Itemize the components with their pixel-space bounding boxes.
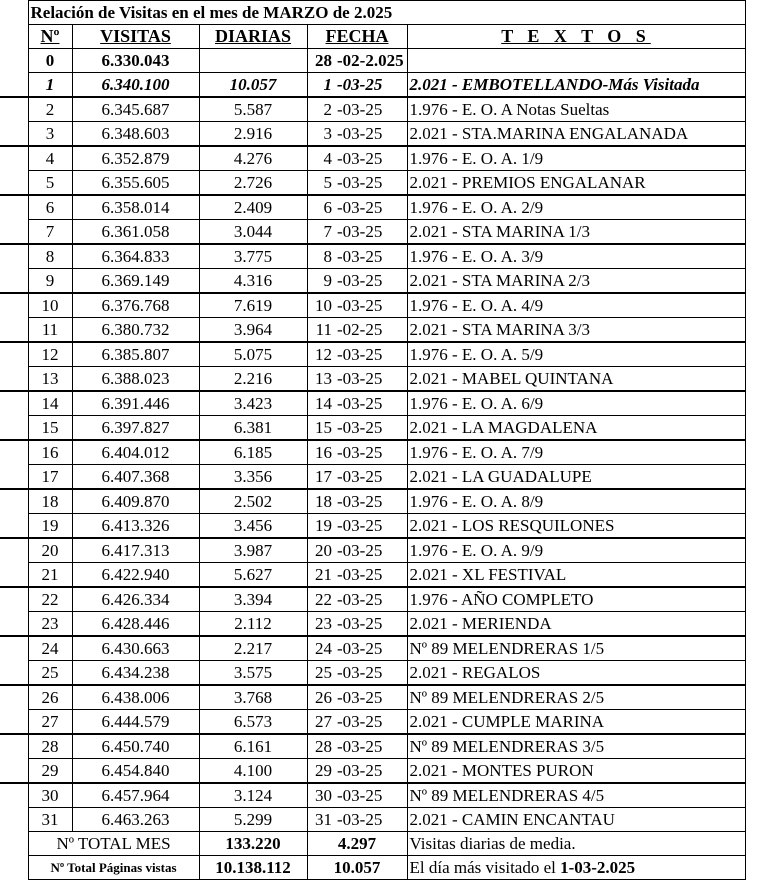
row-date: -03-25 xyxy=(335,538,407,563)
row-visitas: 6.426.334 xyxy=(72,587,199,612)
title-row xyxy=(0,1,745,25)
row-texto: 2.021 - STA.MARINA ENGALANADA xyxy=(407,122,745,147)
table-row xyxy=(0,661,745,686)
row-day: 30 xyxy=(307,783,335,808)
row-visitas: 6.358.014 xyxy=(72,195,199,220)
table-row xyxy=(0,685,745,710)
row-texto: 1.976 - E. O. A. 2/9 xyxy=(407,195,745,220)
row-visitas: 6.434.238 xyxy=(72,661,199,686)
row-date: -03-25 xyxy=(335,563,407,588)
row-day: 29 xyxy=(307,759,335,784)
table-row xyxy=(0,342,745,367)
table-row xyxy=(0,391,745,416)
daily-average-value: 4.297 xyxy=(307,832,407,856)
row-num: 17 xyxy=(28,465,72,490)
header-row xyxy=(0,25,745,49)
margin-cell xyxy=(0,612,28,637)
row-diarias: 5.587 xyxy=(199,97,307,122)
table-row xyxy=(0,489,745,514)
row-num: 8 xyxy=(28,244,72,269)
row-diarias: 2.409 xyxy=(199,195,307,220)
row-date: -03-25 xyxy=(335,587,407,612)
margin-cell xyxy=(0,832,28,856)
row-day: 22 xyxy=(307,587,335,612)
row-diarias: 6.573 xyxy=(199,710,307,735)
margin-cell xyxy=(0,146,28,171)
table-row xyxy=(0,612,745,637)
table-row xyxy=(0,636,745,661)
row-num: 15 xyxy=(28,416,72,441)
row-num: 5 xyxy=(28,171,72,196)
row-date: -03-25 xyxy=(335,734,407,759)
row-date: -03-25 xyxy=(335,220,407,245)
row-diarias: 3.775 xyxy=(199,244,307,269)
start-visitas: 6.330.043 xyxy=(72,49,199,73)
row-texto: 2.021 - PREMIOS ENGALANAR xyxy=(407,171,745,196)
margin-cell xyxy=(0,49,28,73)
row-num: 18 xyxy=(28,489,72,514)
row-day: 13 xyxy=(307,367,335,392)
row-visitas: 6.407.368 xyxy=(72,465,199,490)
row-texto: 1.976 - AÑO COMPLETO xyxy=(407,587,745,612)
row-diarias: 3.456 xyxy=(199,514,307,539)
table-row xyxy=(0,759,745,784)
start-date: -02-2.025 xyxy=(335,49,407,73)
row-diarias: 2.502 xyxy=(199,489,307,514)
margin-cell xyxy=(0,808,28,832)
row-diarias: 2.216 xyxy=(199,367,307,392)
margin-cell xyxy=(0,293,28,318)
row-num: 1 xyxy=(28,73,72,98)
row-num: 19 xyxy=(28,514,72,539)
margin-cell xyxy=(0,416,28,441)
row-num: 3 xyxy=(28,122,72,147)
row-num: 24 xyxy=(28,636,72,661)
row-num: 11 xyxy=(28,318,72,343)
table-row xyxy=(0,244,745,269)
row-day: 21 xyxy=(307,563,335,588)
row-date: -03-25 xyxy=(335,489,407,514)
margin-cell xyxy=(0,244,28,269)
margin-cell xyxy=(0,122,28,147)
max-visits-prefix: El día más visitado el xyxy=(409,858,556,877)
table-row xyxy=(0,171,745,196)
start-texto xyxy=(407,49,745,73)
row-texto: 1.976 - E. O. A. 9/9 xyxy=(407,538,745,563)
row-date: -03-25 xyxy=(335,244,407,269)
row-texto: 2.021 - STA MARINA 2/3 xyxy=(407,269,745,294)
row-num: 13 xyxy=(28,367,72,392)
start-row xyxy=(0,49,745,73)
row-texto: Nº 89 MELENDRERAS 4/5 xyxy=(407,783,745,808)
margin-cell xyxy=(0,465,28,490)
row-day: 2 xyxy=(307,97,335,122)
row-diarias: 2.726 xyxy=(199,171,307,196)
row-texto: 2.021 - REGALOS xyxy=(407,661,745,686)
row-num: 4 xyxy=(28,146,72,171)
row-num: 12 xyxy=(28,342,72,367)
row-date: -03-25 xyxy=(335,465,407,490)
daily-average-text: Visitas diarias de media. xyxy=(407,832,745,856)
row-date: -03-25 xyxy=(335,685,407,710)
total-month-row xyxy=(0,832,745,856)
table-row xyxy=(0,220,745,245)
row-day: 12 xyxy=(307,342,335,367)
row-visitas: 6.430.663 xyxy=(72,636,199,661)
margin-cell xyxy=(0,489,28,514)
row-texto: 2.021 - MERIENDA xyxy=(407,612,745,637)
margin-cell xyxy=(0,514,28,539)
row-texto: 1.976 - E. O. A. 6/9 xyxy=(407,391,745,416)
margin-cell xyxy=(0,367,28,392)
header-diarias: DIARIAS xyxy=(199,25,307,49)
row-texto: 2.021 - MABEL QUINTANA xyxy=(407,367,745,392)
margin-cell xyxy=(0,856,28,880)
row-day: 19 xyxy=(307,514,335,539)
table-row xyxy=(0,563,745,588)
max-visits-value: 10.057 xyxy=(307,856,407,880)
margin-cell xyxy=(0,73,28,98)
header-num: Nº xyxy=(28,25,72,49)
row-date: -03-25 xyxy=(335,636,407,661)
table-row xyxy=(0,269,745,294)
table-row xyxy=(0,146,745,171)
table-row xyxy=(0,734,745,759)
row-visitas: 6.397.827 xyxy=(72,416,199,441)
row-day: 1 xyxy=(307,73,335,98)
row-day: 28 xyxy=(307,734,335,759)
margin-cell xyxy=(0,710,28,735)
row-date: -03-25 xyxy=(335,97,407,122)
table-title: Relación de Visitas en el mes de MARZO de 2.025 xyxy=(28,1,745,25)
row-diarias: 3.124 xyxy=(199,783,307,808)
row-day: 7 xyxy=(307,220,335,245)
row-day: 23 xyxy=(307,612,335,637)
row-date: -03-25 xyxy=(335,122,407,147)
row-texto: 1.976 - E. O. A Notas Sueltas xyxy=(407,97,745,122)
row-num: 30 xyxy=(28,783,72,808)
row-diarias: 4.316 xyxy=(199,269,307,294)
row-num: 10 xyxy=(28,293,72,318)
table-row xyxy=(0,97,745,122)
row-texto: 1.976 - E. O. A. 4/9 xyxy=(407,293,745,318)
margin-cell xyxy=(0,342,28,367)
row-num: 9 xyxy=(28,269,72,294)
row-num: 29 xyxy=(28,759,72,784)
row-diarias: 3.423 xyxy=(199,391,307,416)
row-visitas: 6.409.870 xyxy=(72,489,199,514)
row-num: 21 xyxy=(28,563,72,588)
row-day: 14 xyxy=(307,391,335,416)
row-visitas: 6.361.058 xyxy=(72,220,199,245)
row-diarias: 7.619 xyxy=(199,293,307,318)
row-visitas: 6.380.732 xyxy=(72,318,199,343)
row-diarias: 3.768 xyxy=(199,685,307,710)
row-date: -03-25 xyxy=(335,171,407,196)
row-visitas: 6.364.833 xyxy=(72,244,199,269)
max-visits-text xyxy=(407,856,745,880)
row-day: 31 xyxy=(307,808,335,832)
margin-cell xyxy=(0,440,28,465)
margin-cell xyxy=(0,1,28,25)
row-num: 23 xyxy=(28,612,72,637)
row-day: 25 xyxy=(307,661,335,686)
max-visits-date: 1-03-2.025 xyxy=(560,858,636,877)
row-diarias: 3.356 xyxy=(199,465,307,490)
row-texto: 2.021 - EMBOTELLANDO-Más Visitada xyxy=(407,73,745,98)
row-date: -03-25 xyxy=(335,661,407,686)
row-visitas: 6.404.012 xyxy=(72,440,199,465)
header-fecha: FECHA xyxy=(307,25,407,49)
row-day: 18 xyxy=(307,489,335,514)
row-date: -03-25 xyxy=(335,146,407,171)
row-date: -03-25 xyxy=(335,269,407,294)
margin-cell xyxy=(0,636,28,661)
row-date: -03-25 xyxy=(335,391,407,416)
row-num: 16 xyxy=(28,440,72,465)
margin-cell xyxy=(0,25,28,49)
row-diarias: 5.627 xyxy=(199,563,307,588)
row-diarias: 6.185 xyxy=(199,440,307,465)
row-diarias: 3.987 xyxy=(199,538,307,563)
row-day: 11 xyxy=(307,318,335,343)
row-diarias: 3.044 xyxy=(199,220,307,245)
margin-cell xyxy=(0,391,28,416)
row-texto: 1.976 - E. O. A. 8/9 xyxy=(407,489,745,514)
table-row xyxy=(0,293,745,318)
total-pages-row xyxy=(0,856,745,880)
rows-body xyxy=(0,73,745,832)
row-texto: 2.021 - CUMPLE MARINA xyxy=(407,710,745,735)
row-diarias: 3.394 xyxy=(199,587,307,612)
row-diarias: 6.381 xyxy=(199,416,307,441)
row-date: -03-25 xyxy=(335,783,407,808)
margin-cell xyxy=(0,661,28,686)
row-diarias: 4.276 xyxy=(199,146,307,171)
row-visitas: 6.352.879 xyxy=(72,146,199,171)
header-visitas: VISITAS xyxy=(72,25,199,49)
row-day: 9 xyxy=(307,269,335,294)
table-row xyxy=(0,465,745,490)
margin-cell xyxy=(0,171,28,196)
margin-cell xyxy=(0,685,28,710)
row-texto: 2.021 - LA GUADALUPE xyxy=(407,465,745,490)
row-day: 10 xyxy=(307,293,335,318)
margin-cell xyxy=(0,783,28,808)
row-visitas: 6.355.605 xyxy=(72,171,199,196)
row-num: 28 xyxy=(28,734,72,759)
row-visitas: 6.391.446 xyxy=(72,391,199,416)
row-date: -02-25 xyxy=(335,318,407,343)
row-day: 16 xyxy=(307,440,335,465)
table-row xyxy=(0,514,745,539)
row-visitas: 6.438.006 xyxy=(72,685,199,710)
total-pages-label: Nº Total Páginas vistas xyxy=(28,856,199,880)
row-day: 26 xyxy=(307,685,335,710)
row-texto: Nº 89 MELENDRERAS 3/5 xyxy=(407,734,745,759)
start-num: 0 xyxy=(28,49,72,73)
row-day: 6 xyxy=(307,195,335,220)
row-num: 27 xyxy=(28,710,72,735)
margin-cell xyxy=(0,269,28,294)
row-num: 20 xyxy=(28,538,72,563)
row-date: -03-25 xyxy=(335,514,407,539)
table-row xyxy=(0,416,745,441)
row-num: 14 xyxy=(28,391,72,416)
row-visitas: 6.428.446 xyxy=(72,612,199,637)
row-texto: 2.021 - STA MARINA 3/3 xyxy=(407,318,745,343)
row-visitas: 6.348.603 xyxy=(72,122,199,147)
row-date: -03-25 xyxy=(335,808,407,832)
row-texto: 1.976 - E. O. A. 5/9 xyxy=(407,342,745,367)
table-row xyxy=(0,122,745,147)
row-diarias: 6.161 xyxy=(199,734,307,759)
start-diarias xyxy=(199,49,307,73)
margin-cell xyxy=(0,563,28,588)
row-visitas: 6.413.326 xyxy=(72,514,199,539)
row-day: 3 xyxy=(307,122,335,147)
table-row xyxy=(0,783,745,808)
row-date: -03-25 xyxy=(335,367,407,392)
row-diarias: 3.964 xyxy=(199,318,307,343)
row-diarias: 2.217 xyxy=(199,636,307,661)
row-diarias: 2.112 xyxy=(199,612,307,637)
row-visitas: 6.369.149 xyxy=(72,269,199,294)
row-visitas: 6.345.687 xyxy=(72,97,199,122)
row-date: -03-25 xyxy=(335,416,407,441)
row-texto: 2.021 - CAMIN ENCANTAU xyxy=(407,808,745,832)
row-num: 6 xyxy=(28,195,72,220)
row-visitas: 6.376.768 xyxy=(72,293,199,318)
row-texto: 1.976 - E. O. A. 1/9 xyxy=(407,146,745,171)
row-date: -03-25 xyxy=(335,342,407,367)
row-day: 4 xyxy=(307,146,335,171)
row-day: 24 xyxy=(307,636,335,661)
row-day: 17 xyxy=(307,465,335,490)
row-visitas: 6.463.263 xyxy=(72,808,199,832)
total-month-value: 133.220 xyxy=(199,832,307,856)
row-date: -03-25 xyxy=(335,195,407,220)
row-visitas: 6.457.964 xyxy=(72,783,199,808)
table-row xyxy=(0,195,745,220)
row-diarias: 2.916 xyxy=(199,122,307,147)
table-row xyxy=(0,440,745,465)
margin-cell xyxy=(0,97,28,122)
table-row xyxy=(0,367,745,392)
row-date: -03-25 xyxy=(335,440,407,465)
row-visitas: 6.340.100 xyxy=(72,73,199,98)
row-day: 8 xyxy=(307,244,335,269)
row-visitas: 6.417.313 xyxy=(72,538,199,563)
table-row xyxy=(0,710,745,735)
row-texto: Nº 89 MELENDRERAS 2/5 xyxy=(407,685,745,710)
table-row xyxy=(0,538,745,563)
table-row xyxy=(0,73,745,98)
row-day: 27 xyxy=(307,710,335,735)
table-row xyxy=(0,808,745,832)
header-textos: T E X T O S xyxy=(407,25,745,49)
row-date: -03-25 xyxy=(335,612,407,637)
margin-cell xyxy=(0,220,28,245)
row-texto: 1.976 - E. O. A. 7/9 xyxy=(407,440,745,465)
row-texto: 1.976 - E. O. A. 3/9 xyxy=(407,244,745,269)
row-day: 5 xyxy=(307,171,335,196)
row-date: -03-25 xyxy=(335,710,407,735)
row-date: -03-25 xyxy=(335,759,407,784)
row-texto: 2.021 - LOS RESQUILONES xyxy=(407,514,745,539)
margin-cell xyxy=(0,734,28,759)
row-visitas: 6.422.940 xyxy=(72,563,199,588)
row-texto: 2.021 - XL FESTIVAL xyxy=(407,563,745,588)
row-visitas: 6.444.579 xyxy=(72,710,199,735)
total-pages-value: 10.138.112 xyxy=(199,856,307,880)
row-diarias: 5.299 xyxy=(199,808,307,832)
row-num: 31 xyxy=(28,808,72,832)
row-num: 2 xyxy=(28,97,72,122)
row-day: 15 xyxy=(307,416,335,441)
row-date: -03-25 xyxy=(335,73,407,98)
row-texto: 2.021 - LA MAGDALENA xyxy=(407,416,745,441)
row-diarias: 3.575 xyxy=(199,661,307,686)
row-diarias: 5.075 xyxy=(199,342,307,367)
margin-cell xyxy=(0,587,28,612)
row-diarias: 10.057 xyxy=(199,73,307,98)
row-diarias: 4.100 xyxy=(199,759,307,784)
row-visitas: 6.454.840 xyxy=(72,759,199,784)
row-texto: 2.021 - STA MARINA 1/3 xyxy=(407,220,745,245)
row-texto: 2.021 - MONTES PURON xyxy=(407,759,745,784)
row-texto: Nº 89 MELENDRERAS 1/5 xyxy=(407,636,745,661)
row-visitas: 6.450.740 xyxy=(72,734,199,759)
row-num: 7 xyxy=(28,220,72,245)
margin-cell xyxy=(0,759,28,784)
table-row xyxy=(0,587,745,612)
row-day: 20 xyxy=(307,538,335,563)
row-visitas: 6.385.807 xyxy=(72,342,199,367)
table-row xyxy=(0,318,745,343)
total-month-label: Nº TOTAL MES xyxy=(28,832,199,856)
start-day: 28 xyxy=(307,49,335,73)
margin-cell xyxy=(0,195,28,220)
row-num: 25 xyxy=(28,661,72,686)
row-date: -03-25 xyxy=(335,293,407,318)
margin-cell xyxy=(0,538,28,563)
margin-cell xyxy=(0,318,28,343)
row-num: 22 xyxy=(28,587,72,612)
row-visitas: 6.388.023 xyxy=(72,367,199,392)
row-num: 26 xyxy=(28,685,72,710)
